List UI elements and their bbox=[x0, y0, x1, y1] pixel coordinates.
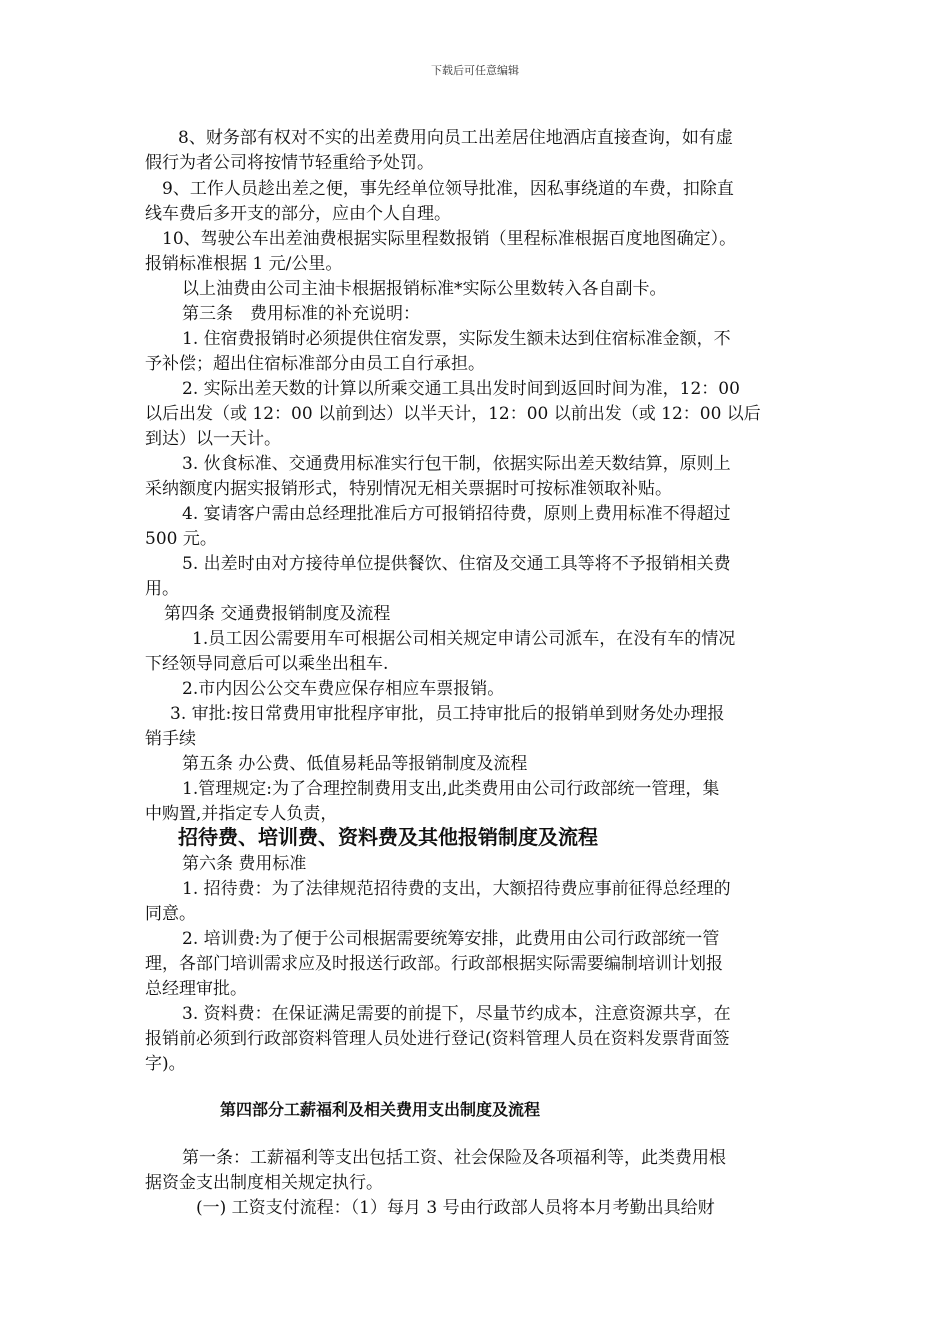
text-line: 500 元。 bbox=[145, 529, 217, 549]
text-line: 1. 住宿费报销时必须提供住宿发票，实际发生额未达到住宿标准金额，不 bbox=[182, 329, 731, 349]
text-line: 9、工作人员趁出差之便，事先经单位领导批准，因私事绕道的车费，扣除直 bbox=[162, 179, 734, 199]
text-line: 2. 培训费:为了便于公司根据需要统筹安排，此费用由公司行政部统一管 bbox=[182, 929, 720, 949]
text-line: 3. 资料费：在保证满足需要的前提下，尽量节约成本，注意资源共享，在 bbox=[182, 1004, 731, 1024]
text-line: 1.员工因公需要用车可根据公司相关规定申请公司派车，在没有车的情况 bbox=[192, 629, 736, 649]
text-line: 字)。 bbox=[145, 1054, 186, 1074]
text-line: 3. 审批:按日常费用审批程序审批，员工持审批后的报销单到财务处办理报 bbox=[170, 704, 725, 724]
text-line: 2.市内因公公交车费应保存相应车票报销。 bbox=[182, 679, 505, 699]
text-line: 5. 出差时由对方接待单位提供餐饮、住宿及交通工具等将不予报销相关费 bbox=[182, 554, 731, 574]
text-line: 3. 伙食标准、交通费用标准实行包干制，依据实际出差天数结算，原则上 bbox=[182, 454, 731, 474]
chapter-heading: 招待费、培训费、资料费及其他报销制度及流程 bbox=[178, 825, 598, 849]
text-line: 1.管理规定:为了合理控制费用支出,此类费用由公司行政部统一管理，集 bbox=[182, 779, 720, 799]
text-line: 据资金支出制度相关规定执行。 bbox=[145, 1173, 383, 1193]
page-header: 下载后可任意编辑 bbox=[431, 64, 519, 77]
text-line: 采纳额度内据实报销形式，特别情况无相关票据时可按标准领取补贴。 bbox=[145, 479, 672, 499]
text-line: 理，各部门培训需求应及时报送行政部。行政部根据实际需要编制培训计划报 bbox=[145, 954, 723, 974]
section-heading: 第四条 交通费报销制度及流程 bbox=[164, 604, 391, 624]
text-line: 假行为者公司将按情节轻重给予处罚。 bbox=[145, 153, 434, 173]
text-line: 予补偿；超出住宿标准部分由员工自行承担。 bbox=[145, 354, 485, 374]
text-line: 10、驾驶公车出差油费根据实际里程数报销（里程标准根据百度地图确定）。 bbox=[162, 229, 737, 249]
text-line: 同意。 bbox=[145, 904, 196, 924]
text-line: 总经理审批。 bbox=[145, 979, 247, 999]
text-line: 中购置,并指定专人负责， bbox=[145, 804, 338, 824]
text-line: (一) 工资支付流程：（1）每月 3 号由行政部人员将本月考勤出具给财 bbox=[196, 1198, 715, 1218]
part-heading: 第四部分工薪福利及相关费用支出制度及流程 bbox=[220, 1100, 541, 1119]
text-line: 第一条：工薪福利等支出包括工资、社会保险及各项福利等，此类费用根 bbox=[182, 1148, 726, 1168]
section-heading: 第五条 办公费、低值易耗品等报销制度及流程 bbox=[182, 754, 528, 774]
text-line: 到达）以一天计。 bbox=[145, 429, 281, 449]
text-line: 报销前必须到行政部资料管理人员处进行登记(资料管理人员在资料发票背面签 bbox=[145, 1029, 730, 1049]
text-line: 销手续 bbox=[145, 729, 196, 749]
text-line: 以后出发（或 12：00 以前到达）以半天计，12：00 以前出发（或 12：00 以后 bbox=[145, 404, 761, 424]
text-line: 1. 招待费：为了法律规范招待费的支出，大额招待费应事前征得总经理的 bbox=[182, 879, 731, 899]
text-line: 线车费后多开支的部分，应由个人自理。 bbox=[145, 204, 451, 224]
section-heading: 第六条 费用标准 bbox=[182, 854, 307, 874]
text-line: 2. 实际出差天数的计算以所乘交通工具出发时间到返回时间为准，12：00 bbox=[182, 379, 740, 399]
section-heading: 第三条 费用标准的补充说明： bbox=[182, 304, 420, 324]
text-line: 报销标准根据 1 元/公里。 bbox=[145, 254, 343, 274]
text-line: 用。 bbox=[145, 579, 179, 599]
text-line: 下经领导同意后可以乘坐出租车. bbox=[145, 654, 389, 674]
text-line: 以上油费由公司主油卡根据报销标准*实际公里数转入各自副卡。 bbox=[182, 279, 667, 299]
text-line: 4. 宴请客户需由总经理批准后方可报销招待费，原则上费用标准不得超过 bbox=[182, 504, 731, 524]
text-line: 8、财务部有权对不实的出差费用向员工出差居住地酒店直接查询，如有虚 bbox=[178, 128, 733, 148]
